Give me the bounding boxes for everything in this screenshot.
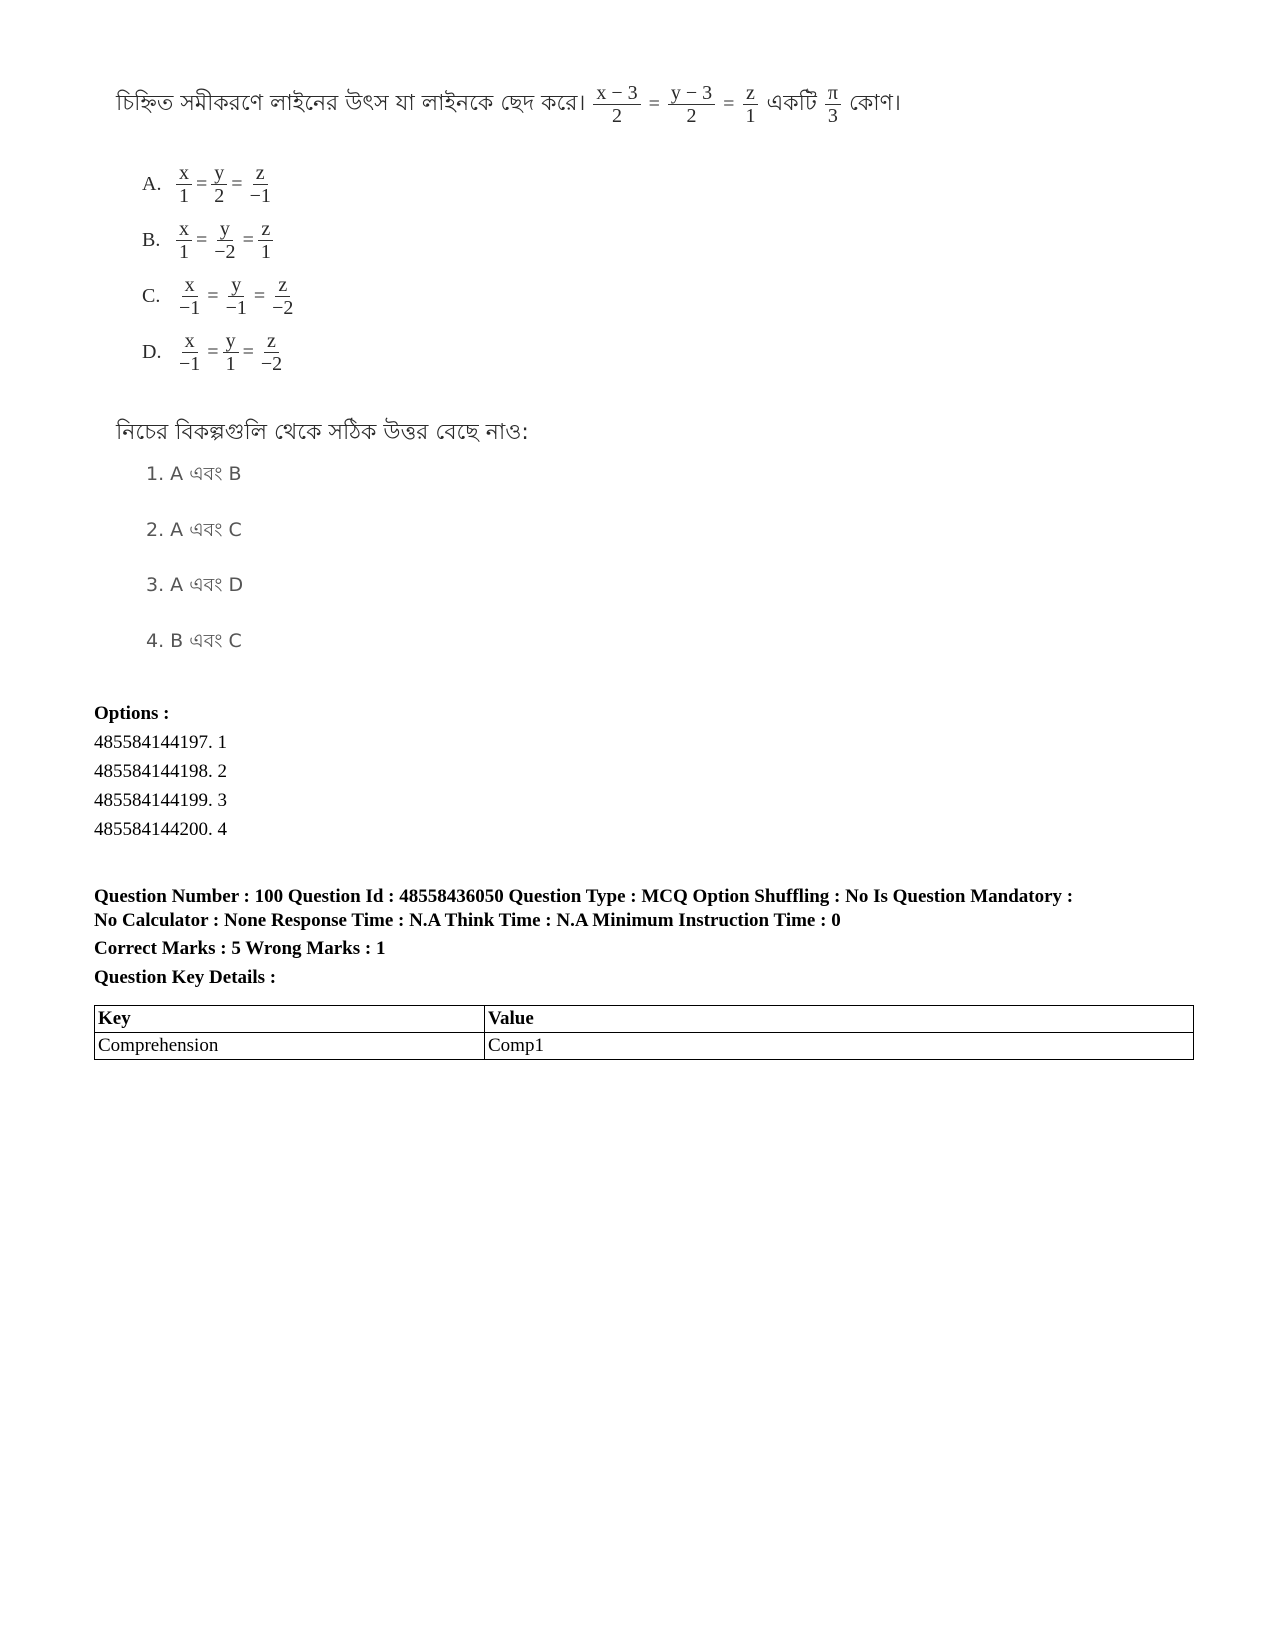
question-meta-line2: No Calculator : None Response Time : N.A Think Time : N.A Minimum Instruction Time : 0 [94,910,841,931]
table-cell: Comprehension [95,1033,485,1060]
instruction-text: নিচের বিকল্পগুলি থেকে সঠিক উত্তর বেছে নাও: [116,420,529,445]
question-image [100,70,1020,690]
stem-mid-text: একটি [766,91,817,116]
stem-fraction: $\frac{y - 3}{2}$ [668,82,715,127]
answer-option: 4. B এবং C [146,630,242,652]
option-item: 485584144199. 3 [94,790,227,811]
key-details-heading: Question Key Details : [94,967,277,988]
choice-b: B. $\frac{x}{1}$ = $\frac{y}{-2}$ = $\frac{z}{1}$ [142,218,274,263]
question-meta-line1: Question Number : 100 Question Id : 48558436050 Question Type : MCQ Option Shuffling : No Is Question Mandatory : [94,886,1074,907]
option-item: 485584144198. 2 [94,761,227,782]
stem-end-text: কোণ। [848,91,901,116]
option-item: 485584144200. 4 [94,819,227,840]
choice-d: D. $\frac{x}{-1}$ = $\frac{y}{1}$ = $\frac{z}{-2}$ [142,330,283,375]
table-header-cell: Key [95,1006,485,1033]
choice-c: C. $\frac{x}{-1}$ = $\frac{y}{-1}$ = $\frac{z}{-2}$ [142,274,294,319]
marks-line: Correct Marks : 5 Wrong Marks : 1 [94,938,386,959]
option-item: 485584144197. 1 [94,732,227,753]
table-cell: Comp1 [485,1033,1194,1060]
stem-text: চিহ্নিত সমীকরণে লাইনের উৎস যা লাইনকে ছেদ করে। [116,91,586,116]
answer-option: 2. A এবং C [146,519,242,541]
answer-option: 1. A এবং B [146,463,242,485]
choice-a: A. $\frac{x}{1}$ = $\frac{y}{2}$ = $\frac{z}{-1}$ [142,162,271,207]
question-stem: চিহ্নিত সমীকরণে লাইনের উৎস যা লাইনকে ছেদ করে। $\frac{x - 3}{2}$ = $\frac{y - 3}{2}$ = $\frac{z}{1}$ একটি $\frac{\pi}{3}$ কোণ। [116,82,901,127]
angle-fraction: $\frac{\pi}{3}$ [825,82,841,127]
stem-fraction: $\frac{z}{1}$ [742,82,758,127]
options-heading: Options : [94,703,170,724]
answer-option: 3. A এবং D [146,574,244,596]
table-header-row [95,1006,1194,1033]
table-row [95,1033,1194,1060]
stem-fraction: $\frac{x - 3}{2}$ [593,82,640,127]
key-details-table [94,1005,1194,1060]
table-header-cell: Value [485,1006,1194,1033]
